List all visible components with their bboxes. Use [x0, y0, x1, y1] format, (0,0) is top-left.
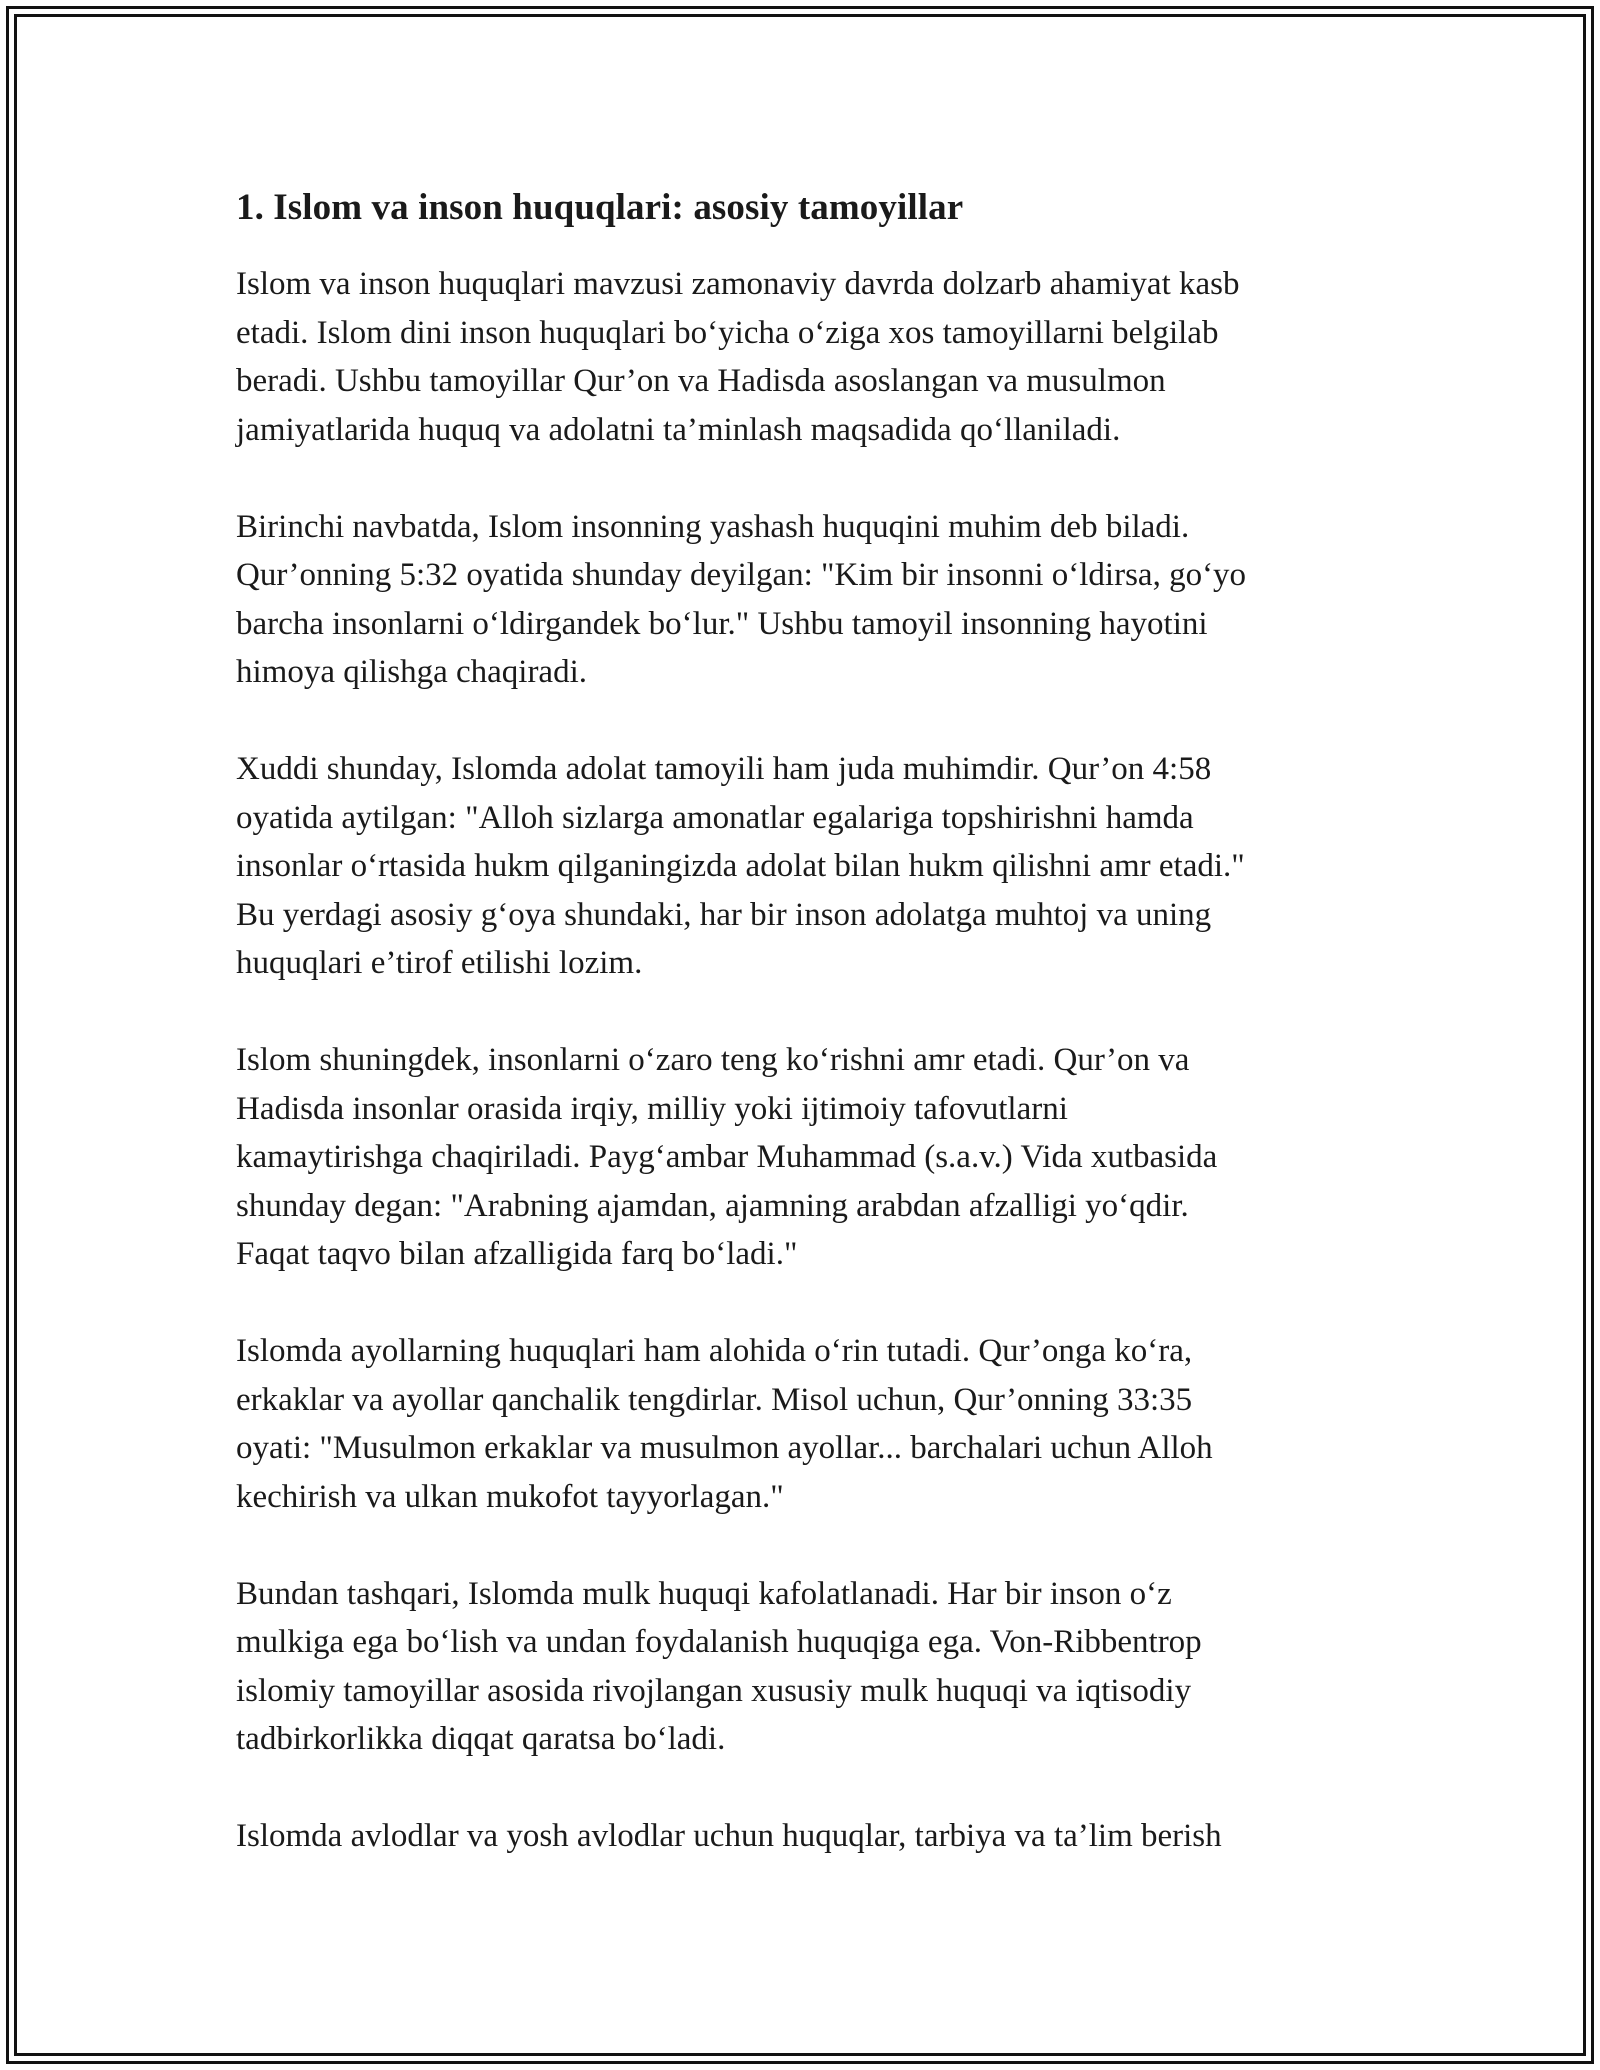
paragraph-equality: Islom shuningdek, insonlarni oʻzaro teng koʻrishni amr etadi. Qur’on va Hadisda insonlar orasida irqiy, milliy yoki ijtimoiy tafovutlarni kamaytirishga chaqiriladi. Paygʻambar Muhammad (s.a.v.) Vida xutbasida shunday degan: "Arabning ajamdan, ajamning arabdan afzalligi yoʻqdir. Faqat taqvo bilan afzalligida farq boʻladi." [236, 1042, 1218, 1272]
paragraph-intro: Islom va inson huquqlari mavzusi zamonaviy davrda dolzarb ahamiyat kasb etadi. Islom dini inson huquqlari boʻyicha oʻziga xos tamoyillarni belgilab beradi. Ushbu tamoyillar Qur’on va Hadisda asoslangan va musulmon jamiyatlarida huquq va adolatni ta’minlash maqsadida qoʻllaniladi. [236, 266, 1240, 448]
paragraph-right-to-life: Birinchi navbatda, Islom insonning yashash huquqini muhim deb biladi. Qur’onning 5:32 oyatida shunday deyilgan: "Kim bir insonni oʻldirsa, goʻyo barcha insonlarni oʻldirgandek boʻlur." Ushbu tamoyil insonning hayotini himoya qilishga chaqiradi. [236, 508, 1247, 690]
paragraph-womens-rights: Islomda ayollarning huquqlari ham alohida oʻrin tutadi. Qur’onga koʻra, erkaklar va ayollar qanchalik tengdirlar. Misol uchun, Qur’onning 33:35 oyati: "Musulmon erkaklar va musulmon ayollar... barchalari uchun Alloh kechirish va ulkan mukofot tayyorlagan." [236, 1333, 1213, 1515]
paragraph-justice: Xuddi shunday, Islomda adolat tamoyili ham juda muhimdir. Qur’on 4:58 oyatida aytilgan: "Alloh sizlarga amonatlar egalariga topshirishni hamda insonlar oʻrtasida hukm qilganingizda adolat bilan hukm qilishni amr etadi." Bu yerdagi asosiy gʻoya shundaki, har bir inson adolatga muhtoj va uning huquqlari e’tirof etilishi lozim. [236, 751, 1245, 981]
document-body [236, 182, 1366, 1861]
paragraph-generations: Islomda avlodlar va yosh avlodlar uchun huquqlar, tarbiya va ta’lim berish [236, 1818, 1222, 1854]
paragraph-property-rights: Bundan tashqari, Islomda mulk huquqi kafolatlanadi. Har bir inson oʻz mulkiga ega boʻlish va undan foydalanish huquqiga ega. Von-Ribbentrop islomiy tamoyillar asosida rivojlangan xususiy mulk huquqi va iqtisodiy tadbirkorlikka diqqat qaratsa boʻladi. [236, 1575, 1202, 1757]
section-heading: 1. Islom va inson huquqlari: asosiy tamoyillar [236, 187, 964, 228]
